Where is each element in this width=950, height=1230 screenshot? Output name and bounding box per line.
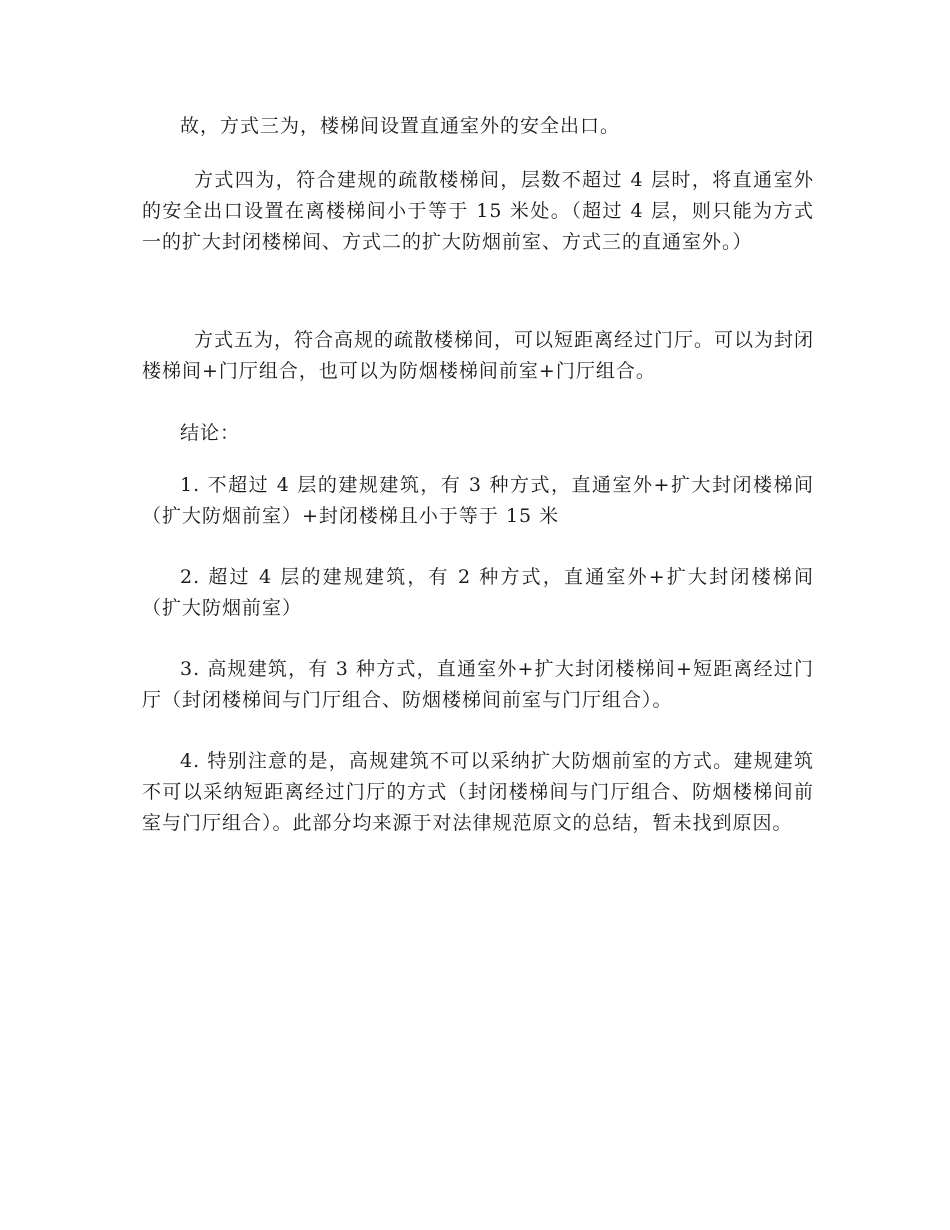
conclusion-item-2: 2. 超过 4 层的建规建筑，有 2 种方式，直通室外+扩大封闭楼梯间（扩大防烟前室） [142,566,814,619]
conclusion-heading: 结论： [180,422,241,444]
paragraph-method-four: 方式四为，符合建规的疏散楼梯间，层数不超过 4 层时，将直通室外的安全出口设置在离楼梯间小于等于 15 米处。（超过 4 层，则只能为方式一的扩大封闭楼梯间、方式二的扩大防烟前室、方式三的直通室外。） [142,169,814,253]
paragraph-method-three: 故，方式三为，楼梯间设置直通室外的安全出口。 [180,115,621,137]
conclusion-item-4: 4. 特别注意的是，高规建筑不可以采纳扩大防烟前室的方式。建规建筑不可以采纳短距离经过门厅的方式（封闭楼梯间与门厅组合、防烟楼梯间前室与门厅组合）。此部分均来源于对法律规范原文的总结，暂未找到原因。 [142,750,814,834]
paragraph-method-five: 方式五为，符合高规的疏散楼梯间，可以短距离经过门厅。可以为封闭楼梯间+门厅组合，也可以为防烟楼梯间前室+门厅组合。 [142,329,815,382]
conclusion-item-1: 1. 不超过 4 层的建规建筑，有 3 种方式，直通室外+扩大封闭楼梯间（扩大防烟前室）+封闭楼梯且小于等于 15 米 [142,474,814,527]
conclusion-item-3: 3. 高规建筑，有 3 种方式，直通室外+扩大封闭楼梯间+短距离经过门厅（封闭楼梯间与门厅组合、防烟楼梯间前室与门厅组合）。 [142,658,814,711]
